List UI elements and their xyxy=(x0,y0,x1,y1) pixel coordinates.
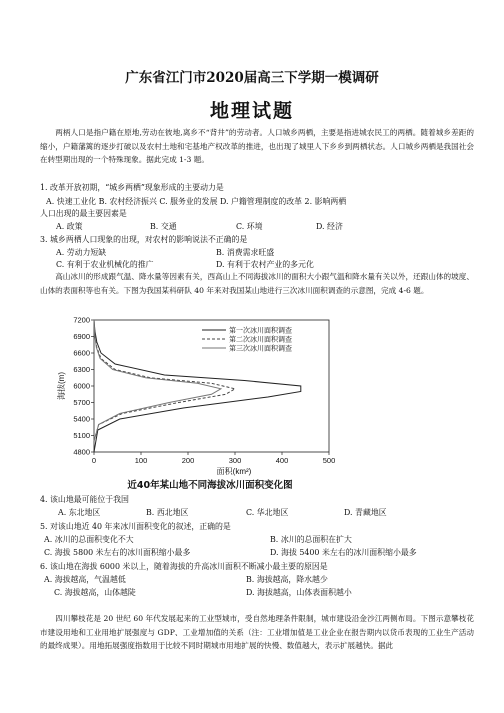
y-tick-label: 5400 xyxy=(73,414,90,424)
q3-option-d: D. 有利于农村产业的多元化 xyxy=(216,260,314,269)
y-tick-label: 7200 xyxy=(73,315,90,325)
y-tick-label: 6900 xyxy=(73,332,90,341)
y-axis-label: 海拔(m) xyxy=(57,372,66,400)
passage-3: 四川攀枝花是 20 世纪 60 年代发展起来的工业型城市，受自然地理条件限制，城市建设沿金沙江两侧布局。下图示意攀枝花市建设用地和工业用地扩展强度与 GDP、工业增加值的关系（注：工业增加值是工业企业在报告期内以货币表现的工业生产活动的最终成果）。用地拓展强度指数用于比较不同时期城市用地扩展的快慢、数值越大，表示扩展越快。据此 xyxy=(40,614,474,651)
q2-option-d: D. 经济 xyxy=(316,222,343,231)
legend-label-2: 第二次冰川面积调查 xyxy=(229,336,292,344)
glacier-area-chart xyxy=(54,314,354,476)
q6-option-c: C. 海拔越高，山体越陡 xyxy=(54,588,136,597)
q4-option-d: D. 青藏地区 xyxy=(344,508,387,517)
q5-option-d: D. 海拔 5400 米左右的冰川面积缩小最多 xyxy=(270,548,417,557)
exam-title: 广东省江门市2020届高三下学期一模调研 xyxy=(125,70,379,86)
x-tick-label: 100 xyxy=(134,456,148,465)
q2-option-b: B. 交通 xyxy=(150,222,177,231)
question-2-stem: 人口出现的最主要因素是 xyxy=(40,209,127,218)
legend-label-3: 第三次冰川面积调查 xyxy=(229,345,292,353)
y-tick-label: 6000 xyxy=(73,381,90,391)
x-tick-label: 0 xyxy=(91,456,97,465)
question-5: 5. 对该山地近 40 年来冰川面积变化的叙述，正确的是 xyxy=(40,522,231,531)
q5-option-b: B. 冰川的总面积在扩大 xyxy=(270,535,352,544)
x-tick-label: 300 xyxy=(228,456,242,465)
y-tick-label: 6600 xyxy=(73,348,90,358)
q6-option-b: B. 海拔越高，降水越少 xyxy=(246,575,328,584)
x-tick-label: 400 xyxy=(275,456,289,465)
q4-option-c: C. 华北地区 xyxy=(246,508,289,517)
q5-option-c: C. 海拔 5800 米左右的冰川面积缩小最多 xyxy=(44,548,191,557)
q3-option-a: A. 劳动力短缺 xyxy=(56,248,107,257)
q3-option-c: C. 有利于农业机械化的推广 xyxy=(56,260,154,269)
q5-option-a: A. 冰川的总面积变化不大 xyxy=(44,535,134,544)
passage-2: 高山冰川的形成跟气温、降水量等因素有关，西高山上不同海拔冰川的面积大小跟气温和降水量有关以外，还跟山体的坡度、山体的表面积等也有关。下图为我国某科研队 40 年来对我国某山地进行三次冰川面积调查的示意图，完成 4-6 题。 xyxy=(40,272,474,295)
exam-subtitle: 地理试题 xyxy=(209,100,294,122)
question-6: 6. 该山地在海拔 6000 米以上，随着海拔的升高冰川面积不断减小最主要的原因是 xyxy=(40,562,328,571)
passage-1: 两柄人口是指户籍在原地,劳动在彼地,离乡不“背井”的劳动者。人口城乡两栖，主要是指进城农民工的两栖。随着城乡差距的缩小，户籍藩篱的逐步打破以及农村土地和宅基地产权改革的推进，也出现了城里人下乡乡到两栖状态。人口城乡两栖是我国社会在转型期出现的一个特殊现象。据此完成 1-3 题。 xyxy=(40,128,474,165)
y-tick-label: 5700 xyxy=(73,398,90,407)
question-1-options: A. 快速工业化 B. 农村经济振兴 C. 服务业的发展 D. 户籍管理制度的改革 2. 影响两栖 xyxy=(46,197,347,206)
x-tick-label: 500 xyxy=(322,456,336,465)
y-tick-label: 5100 xyxy=(73,431,90,440)
q2-option-a: A. 政策 xyxy=(56,222,83,231)
x-tick-label: 200 xyxy=(181,456,195,465)
q2-option-c: C. 环境 xyxy=(236,222,263,231)
q3-option-b: B. 消费需求旺盛 xyxy=(216,248,275,257)
plot-frame xyxy=(94,320,329,452)
q6-option-a: A. 海拔越高，气温越低 xyxy=(44,575,126,584)
y-tick-label: 4800 xyxy=(73,447,90,457)
q4-option-b: B. 西北地区 xyxy=(146,508,189,517)
y-tick-label: 6300 xyxy=(73,365,90,374)
legend-label-1: 第一次冰川面积调查 xyxy=(229,327,292,335)
q6-option-d: D. 海拔越高，山体表面积越小 xyxy=(246,588,352,597)
q4-option-a: A. 东北地区 xyxy=(58,508,101,517)
x-axis-label: 面积(km²) xyxy=(216,467,252,476)
question-4: 4. 该山地最可能位于我国 xyxy=(40,495,129,504)
question-3: 3. 城乡两栖人口现象的出现，对农村的影响说法不正确的是 xyxy=(40,235,248,244)
chart-title: 近40年某山地不同海拔冰川面积变化图 xyxy=(127,480,293,491)
question-1: 1. 改革开放初期，“城乡两栖”现象形成的主要动力是 xyxy=(40,183,224,192)
